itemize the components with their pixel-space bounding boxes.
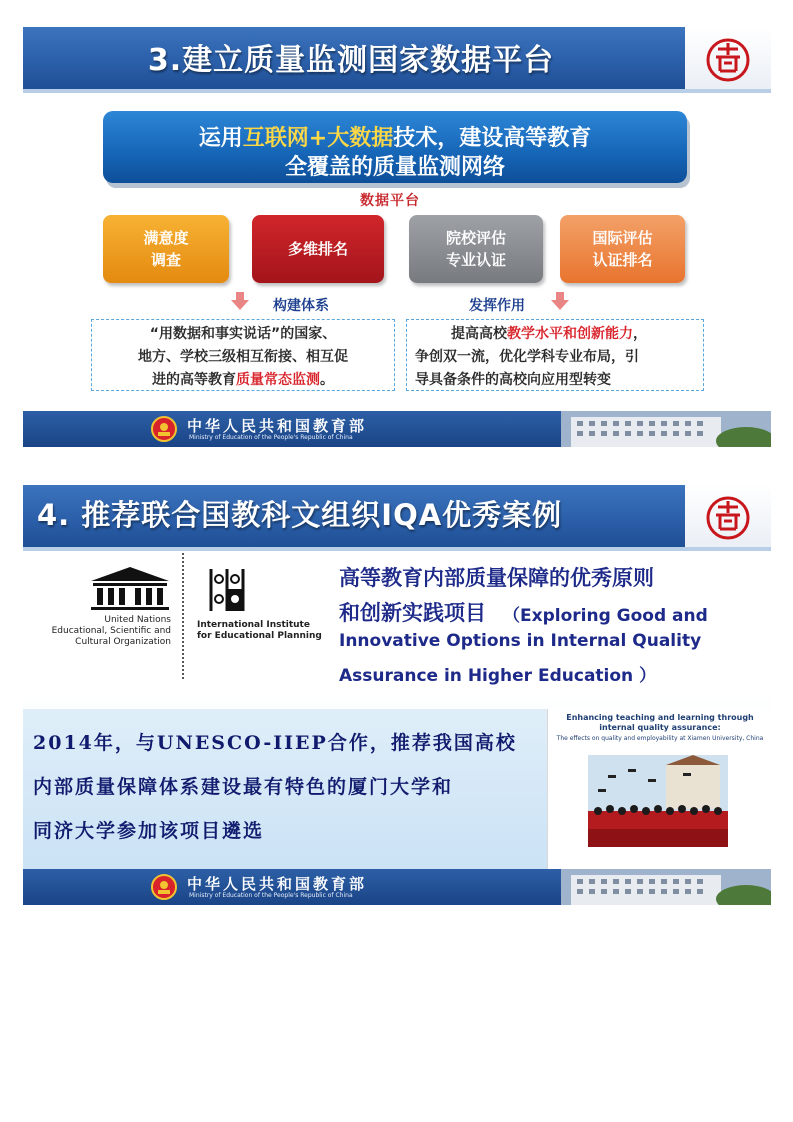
caption-line: for Educational Planning <box>197 631 322 641</box>
highlight-text: 教学水平和创新能力 <box>507 326 633 342</box>
banner-highlight: 互联网+大数据 <box>242 126 394 151</box>
assessment-logo-icon <box>704 495 752 541</box>
slide-1 <box>23 27 771 447</box>
text-line: 2014年，与UNESCO-IIEP合作，推荐我国高校 <box>33 732 517 754</box>
logo-box <box>685 485 771 551</box>
right-label: 发挥作用 <box>469 298 525 314</box>
report-cover <box>547 709 771 869</box>
text-span: 进的高等教育 <box>152 372 236 388</box>
category-text: 调查 <box>150 251 181 269</box>
footer-bar <box>23 869 771 905</box>
footer-bar <box>23 411 771 447</box>
national-emblem-icon <box>151 874 177 900</box>
description-panel <box>23 709 547 869</box>
text-line: “用数据和事实说话”的国家、 <box>149 326 337 342</box>
arrow-down-icon <box>236 292 244 300</box>
highlight-text: 质量常态监测 <box>236 372 320 388</box>
iiep-logo-icon <box>199 565 259 615</box>
title-bar <box>23 27 771 93</box>
category-ranking <box>252 215 384 283</box>
text-span: 提高高校 <box>451 326 507 342</box>
report-title: Enhancing teaching and learning through internal quality assurance: <box>566 713 754 732</box>
banner-text: 技术，建设高等教育 <box>393 126 592 151</box>
category-text: 满意度 <box>143 229 189 247</box>
category-satisfaction <box>103 215 229 283</box>
description-text <box>33 721 545 853</box>
text-line <box>92 369 394 392</box>
text-line: 导具备条件的高校向应用型转变 <box>415 372 611 388</box>
logo-box <box>685 27 771 93</box>
slide-title: 4. 推荐联合国教科文组织IQA优秀案例 <box>37 498 563 532</box>
text-line: 同济大学参加该项目遴选 <box>33 820 265 842</box>
assessment-logo-icon <box>704 37 752 83</box>
text-span: ， <box>633 326 647 342</box>
building-photo-icon <box>561 411 771 447</box>
graduation-photo-icon <box>588 755 728 847</box>
category-international <box>560 215 685 283</box>
text-line: 内部质量保障体系建设最有特色的厦门大学和 <box>33 776 454 798</box>
right-description-box <box>406 319 704 391</box>
iqa-title-en-1: （Exploring Good and <box>503 606 708 626</box>
ministry-name-en: Ministry of Education of the People's Republic of China <box>189 892 353 899</box>
text-span: 。 <box>320 372 334 388</box>
slide-2 <box>23 485 771 905</box>
report-subtitle: The effects on quality and employability at Xiamen University, China <box>556 735 764 742</box>
iqa-title-en-2: Innovative Options in Internal Quality <box>339 631 702 651</box>
ministry-name-cn: 中华人民共和国教育部 <box>187 417 368 435</box>
category-evaluation <box>409 215 543 283</box>
data-platform-label: 数据平台 <box>360 193 420 209</box>
caption-line: Educational, Scientific and <box>51 626 171 636</box>
left-label: 构建体系 <box>273 298 329 314</box>
unesco-temple-logo-icon <box>91 567 169 613</box>
iqa-title-cn-2: 和创新实践项目 <box>339 601 486 625</box>
banner-text: 运用 <box>198 126 243 151</box>
category-text: 多维排名 <box>287 240 348 258</box>
category-text: 院校评估 <box>445 229 506 247</box>
text-line: 争创双一流，优化学科专业布局，引 <box>415 349 639 365</box>
slide-title: 3.建立质量监测国家数据平台 <box>147 43 555 78</box>
arrow-down-icon <box>551 300 569 310</box>
arrow-down-icon <box>231 300 249 310</box>
arrow-down-icon <box>556 292 564 300</box>
caption-line: Cultural Organization <box>75 637 171 647</box>
iqa-title-en-3: Assurance in Higher Education ） <box>339 666 657 686</box>
logo-divider <box>182 553 184 679</box>
iiep-caption <box>197 620 327 642</box>
ministry-name-cn: 中华人民共和国教育部 <box>187 875 368 893</box>
caption-line: United Nations <box>104 615 171 625</box>
headline-banner <box>103 111 687 183</box>
iqa-title-cn-1: 高等教育内部质量保障的优秀原则 <box>339 566 654 590</box>
banner-line-1 <box>103 121 687 152</box>
building-photo-icon <box>561 869 771 905</box>
national-emblem-icon <box>151 416 177 442</box>
ministry-name-en: Ministry of Education of the People's Republic of China <box>189 434 353 441</box>
category-text: 认证排名 <box>592 251 653 269</box>
category-text: 专业认证 <box>445 251 506 269</box>
title-bar <box>23 485 771 551</box>
left-description-box <box>91 319 395 391</box>
category-text: 国际评估 <box>592 229 653 247</box>
unesco-caption <box>41 615 171 648</box>
caption-line: International Institute <box>197 620 310 630</box>
text-line: 地方、学校三级相互衔接、相互促 <box>138 349 348 365</box>
text-line <box>415 323 703 346</box>
banner-line-2: 全覆盖的质量监测网络 <box>284 155 505 180</box>
